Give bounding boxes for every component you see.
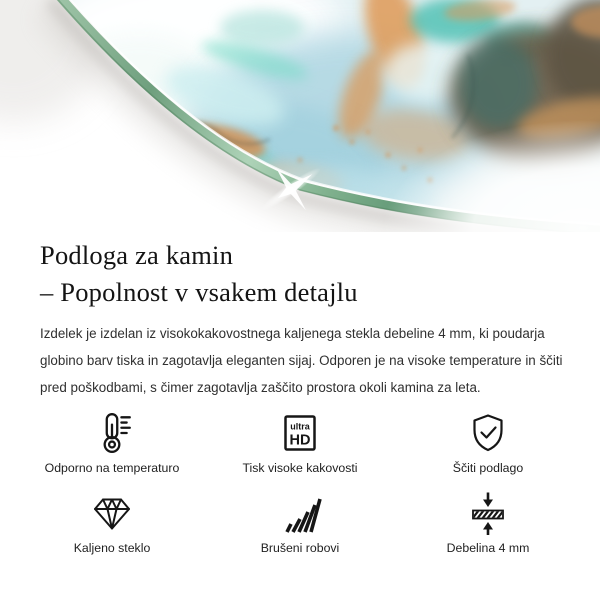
feature-temperature-resistant bbox=[18, 409, 206, 475]
feature-label: Brušeni robovi bbox=[260, 541, 340, 555]
beveled-edges-icon bbox=[278, 489, 322, 537]
ultra-hd-icon bbox=[278, 409, 322, 457]
page-title-line2: – Popolnost v vsakem detajlu bbox=[40, 277, 358, 307]
glass-pad-illustration bbox=[0, 0, 600, 232]
feature-print-quality bbox=[206, 409, 394, 475]
thickness-compress-icon bbox=[466, 489, 510, 537]
svg-text:ultra: ultra bbox=[290, 421, 310, 432]
feature-label: Kaljeno steklo bbox=[73, 541, 151, 555]
feature-polished-edges bbox=[206, 489, 394, 555]
feature-label: Tisk visoke kakovosti bbox=[242, 461, 358, 475]
page-title bbox=[40, 237, 560, 311]
product-text-block bbox=[0, 232, 600, 555]
feature-label: Odporno na temperaturo bbox=[44, 461, 180, 475]
shield-check-icon bbox=[466, 409, 510, 457]
feature-thickness bbox=[394, 489, 582, 555]
product-photo bbox=[0, 0, 600, 232]
features-grid bbox=[18, 409, 582, 555]
feature-label: Debelina 4 mm bbox=[446, 541, 530, 555]
page-title-line1: Podloga za kamin bbox=[40, 240, 234, 270]
feature-protects-floor bbox=[394, 409, 582, 475]
feature-label: Ščiti podlago bbox=[452, 461, 524, 475]
diamond-icon bbox=[90, 489, 134, 537]
product-description: Izdelek je izdelan iz visokokakovostnega kaljenega stekla debeline 4 mm, ki poudarja globino barv tiska in zagotavlja eleganten sijaj. Odporen je na visoke temperature in ščiti pred poškodbami, s čimer zagotavlja zaščito prostora okoli kamina za leta. bbox=[40, 326, 563, 395]
feature-tempered-glass bbox=[18, 489, 206, 555]
svg-text:HD: HD bbox=[289, 432, 311, 449]
thermometer-icon bbox=[89, 409, 135, 457]
